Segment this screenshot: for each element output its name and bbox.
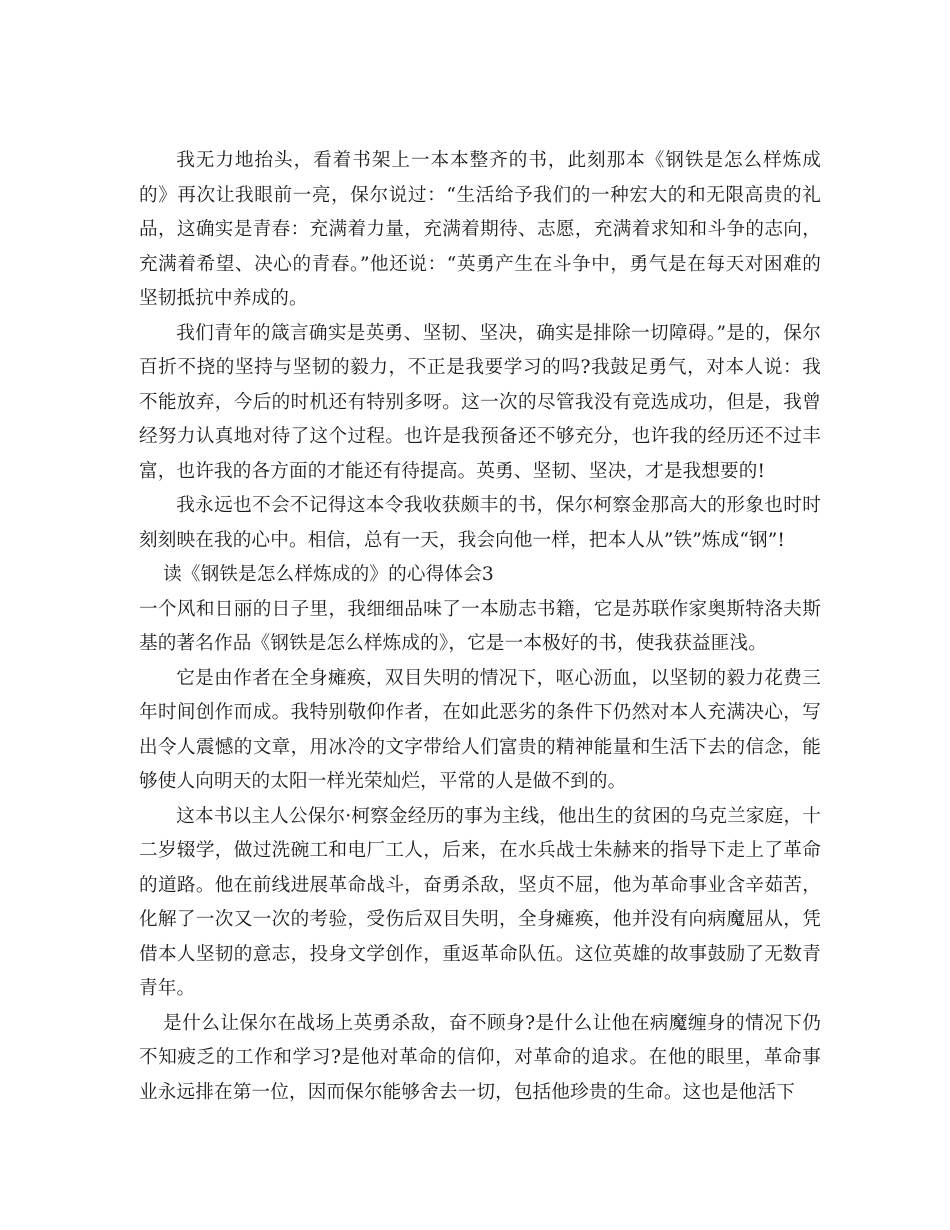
paragraph-3: 我永远也不会不记得这本令我收获颇丰的书，保尔柯察金那高大的形象也时时刻刻映在我的心中。相信，总有一天，我会向他一样，把本人从”铁”炼成“钢”!	[139, 495, 821, 551]
paragraph-4: 一个风和日丽的日子里，我细细品味了一本励志书籍，它是苏联作家奥斯特洛夫斯基的著名作品《钢铁是怎么样炼成的》，它是一本极好的书，使我获益匪浅。	[139, 598, 821, 654]
document-body	[139, 144, 821, 1110]
section-heading: 读《钢铁是怎么样炼成的》的心得体会3	[163, 564, 494, 585]
paragraph-5: 它是由作者在全身瘫痪，双目失明的情况下，呕心沥血，以坚韧的毅力花费三年时间创作而成。我特别敬仰作者，在如此恶劣的条件下仍然对本人充满决心，写出令人震憾的文章，用冰冷的文字带给人们富贵的精神能量和生活下去的信念，能够使人向明天的太阳一样光荣灿烂，平常的人是做不到的。	[139, 667, 821, 792]
paragraph-7: 是什么让保尔在战场上英勇杀敌，奋不顾身?是什么让他在病魔缠身的情况下仍不知疲乏的工作和学习?是他对革命的信仰，对革命的追求。在他的眼里，革命事业永远排在第一位，因而保尔能够舍去一切，包括他珍贵的生命。这也是他活下	[139, 1012, 821, 1103]
paragraph-6: 这本书以主人公保尔·柯察金经历的事为主线，他出生的贫困的乌克兰家庭，十二岁辍学，做过洗碗工和电厂工人，后来，在水兵战士朱赫来的指导下走上了革命的道路。他在前线进展革命战斗，奋勇杀敌，坚贞不屈，他为革命事业含辛茹苦，化解了一次又一次的考验，受伤后双目失明，全身瘫痪，他并没有向病魔屈从，凭借本人坚韧的意志，投身文学创作，重返革命队伍。这位英雄的故事鼓励了无数青青年。	[139, 805, 821, 999]
paragraph-2: 我们青年的箴言确实是英勇、坚韧、坚决，确实是排除一切障碍。”是的，保尔百折不挠的坚持与坚韧的毅力，不正是我要学习的吗?我鼓足勇气，对本人说：我不能放弃，今后的时机还有特别多呀。这一次的尽管我没有竞选成功，但是，我曾经努力认真地对待了这个过程。也许是我预备还不够充分，也许我的经历还不过丰富，也许我的各方面的才能还有待提高。英勇、坚韧、坚决，才是我想要的!	[139, 322, 821, 482]
paragraph-1: 我无力地抬头，看着书架上一本本整齐的书，此刻那本《钢铁是怎么样炼成的》再次让我眼前一亮，保尔说过：“生活给予我们的一种宏大的和无限高贵的礼品，这确实是青春：充满着力量，充满着期待、志愿，充满着求知和斗争的志向，充满着希望、决心的青春。”他还说：“英勇产生在斗争中，勇气是在每天对困难的坚韧抵抗中养成的。	[139, 150, 821, 309]
